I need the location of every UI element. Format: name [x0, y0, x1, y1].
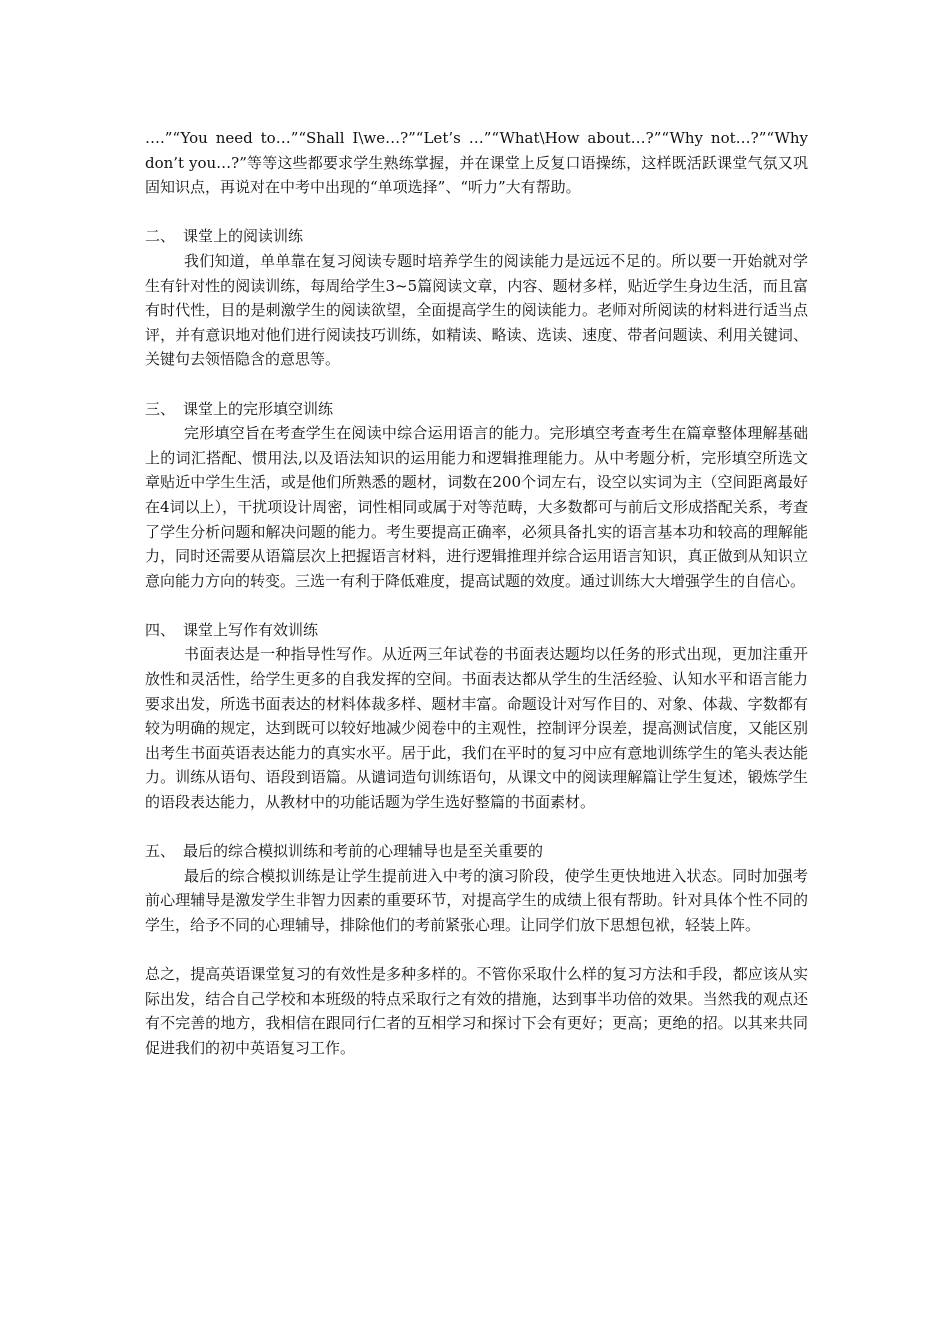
- paragraph-spacer: [145, 200, 808, 225]
- section-number: 四、: [145, 620, 176, 639]
- section-number: 五、: [145, 842, 176, 861]
- section-body-writing: 书面表达是一种指导性写作。从近两三年试卷的书面表达题均以任务的形式出现，更加注重开放性和灵活性，给学生更多的自我发挥的空间。书面表达都从学生的生活经验、认知水平和语言能力要求出发，所选书面表达的材料体裁多样、题材丰富。命题设计对写作目的、对象、体裁、字数都有较为明确的规定，达到既可以较好地减少阅卷中的主观性，控制评分误差，提高测试信度，又能区别出考生书面英语表达能力的真实水平。居于此，我们在平时的复习中应有意地训练学生的笔头表达能力。训练从语句、语段到语篇。从谴词造句训练语句，从课文中的阅读理解篇让学生复述，锻炼学生的语段表达能力，从教材中的功能话题为学生选好整篇的书面素材。: [145, 645, 808, 812]
- paragraph-spacer: [145, 938, 808, 963]
- paragraph-spacer: [145, 815, 808, 840]
- section-title: 课堂上写作有效训练: [183, 620, 319, 639]
- section-title: 课堂上的阅读训练: [183, 227, 304, 246]
- section-heading-writing: [145, 618, 808, 643]
- section-heading-reading: [145, 224, 808, 249]
- section-number: 三、: [145, 399, 176, 418]
- section-body-cloze: 完形填空旨在考查学生在阅读中综合运用语言的能力。完形填空考查考生在篇章整体理解基础上的词汇搭配、惯用法,以及语法知识的运用能力和逻辑推理能力。从中考题分析，完形填空所选文章贴近中学生生活，或是他们所熟悉的题材，词数在200个词左右，设空以实词为主（空间距离最好在4词以上），干扰项设计周密，词性相同或属于对等范畴，大多数都可与前后文形成搭配关系，考查了学生分析问题和解决问题的能力。考生要提高正确率，必须具备扎实的语言基本功和较高的理解能力，同时还需要从语篇层次上把握语言材料，进行逻辑推理并综合运用语言知识，真正做到从知识立意向能力方向的转变。三选一有利于降低难度，提高试题的效度。通过训练大大增强学生的自信心。: [145, 424, 808, 590]
- paragraph-spacer: [145, 372, 808, 397]
- section-number: 二、: [145, 227, 176, 246]
- section-title: 最后的综合模拟训练和考前的心理辅导也是至关重要的: [183, 842, 544, 861]
- section-title: 课堂上的完形填空训练: [183, 399, 334, 418]
- conclusion-paragraph: 总之，提高英语课堂复习的有效性是多种多样的。不管你采取什么样的复习方法和手段，都应该从实际出发，结合自己学校和本班级的特点采取行之有效的措施，达到事半功倍的效果。当然我的观点还有不完善的地方，我相信在跟同行仁者的互相学习和探讨下会有更好；更高；更绝的招。以其来共同促进我们的初中英语复习工作。: [145, 965, 808, 1057]
- section-body-simulation: 最后的综合模拟训练是让学生提前进入中考的演习阶段，使学生更快地进入状态。同时加强考前心理辅导是激发学生非智力因素的重要环节，对提高学生的成绩上很有帮助。针对具体个性不同的学生，给予不同的心理辅导，排除他们的考前紧张心理。让同学们放下思想包袱，轻装上阵。: [145, 866, 808, 934]
- section-heading-simulation: [145, 839, 808, 864]
- intro-paragraph: ….”“You need to…”“Shall I\we…?”“Let’s …”“What\How about…?”“Why not…?”“Why don’t you…?”等等这些都要求学生熟练掌握，并在课堂上反复口语操练，这样既活跃课堂气氛又巩固知识点，再说对在中考中出现的“单项选择”、“听力”大有帮助。: [145, 129, 808, 197]
- document-body: [145, 126, 808, 1061]
- section-heading-cloze: [145, 397, 808, 422]
- paragraph-spacer: [145, 593, 808, 618]
- section-body-reading: 我们知道，单单靠在复习阅读专题时培养学生的阅读能力是远远不足的。所以要一开始就对学生有针对性的阅读训练，每周给学生3~5篇阅读文章，内容、题材多样，贴近学生身边生活，而且富有时代性，目的是刺激学生的阅读欲望，全面提高学生的阅读能力。老师对所阅读的材料进行适当点评，并有意识地对他们进行阅读技巧训练，如精读、略读、选读、速度、带者问题读、利用关键词、关键句去领悟隐含的意思等。: [145, 251, 808, 369]
